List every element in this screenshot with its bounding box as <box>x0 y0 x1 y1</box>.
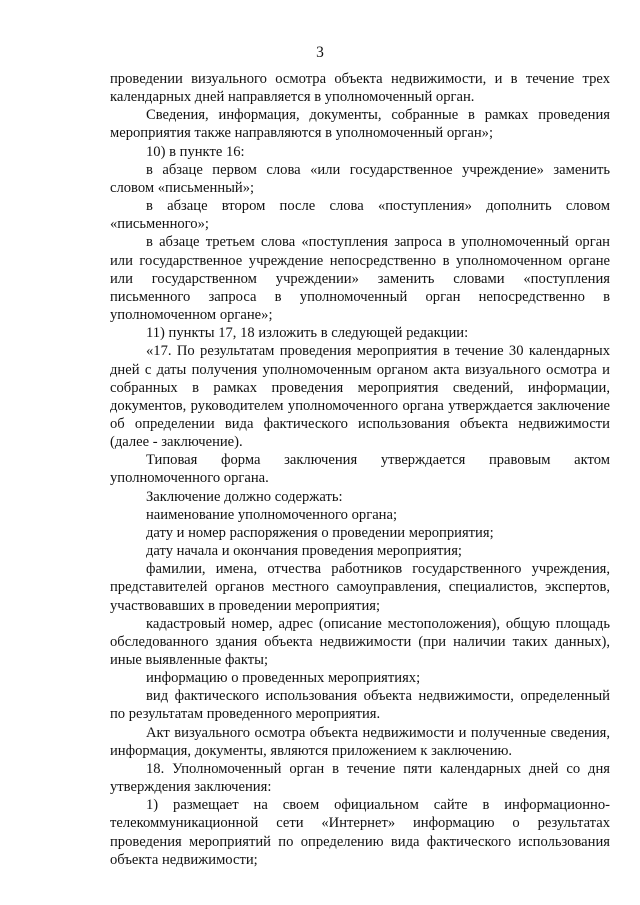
paragraph: наименование уполномоченного органа; <box>146 506 398 523</box>
document-body <box>110 70 610 869</box>
paragraph: в абзаце первом слова «или государственное учреждение» заменить словом «письменный»; <box>110 161 610 196</box>
paragraph: информацию о проведенных мероприятиях; <box>146 670 421 687</box>
paragraph: 18. Уполномоченный орган в течение пяти календарных дней со дня утверждения заключения: <box>110 760 610 796</box>
paragraph: дату и номер распоряжения о проведении мероприятия; <box>146 524 494 541</box>
paragraph: «17. По результатам проведения мероприятия в течение 30 календарных дней с даты получения уполномоченным органом акта визуального осмотра и собранных в рамках проведения мероприятия сведений, информации, документов, руководителем уполномоченного органа утверждается заключение об определении вида фактического использования объекта недвижимости (далее - заключение). <box>110 343 610 451</box>
paragraph: 1) размещает на своем официальном сайте в информационно-телекоммуникационной сети «Интернет» информацию о результатах проведения мероприятий по определению вида фактического использования объекта недвижимости; <box>110 797 610 868</box>
paragraph: в абзаце втором после слова «поступления» дополнить словом «письменного»; <box>110 198 610 233</box>
page-number: 3 <box>316 44 324 61</box>
paragraph: 10) в пункте 16: <box>146 143 245 160</box>
paragraph: Акт визуального осмотра объекта недвижимости и полученные сведения, информация, документы, являются приложением к заключению. <box>110 724 610 759</box>
paragraph: Сведения, информация, документы, собранные в рамках проведения мероприятия также направляются в уполномоченный орган»; <box>110 107 610 142</box>
paragraph: дату начала и окончания проведения мероприятия; <box>146 543 462 560</box>
paragraph: фамилии, имена, отчества работников государственного учреждения, представителей органов местного самоуправления, специалистов, экспертов, участвовавших в проведении мероприятия; <box>110 561 610 614</box>
paragraph: в абзаце третьем слова «поступления запроса в уполномоченный орган или государственное учреждение непосредственно в уполномоченном органе или государственном учреждении» заменить словами «поступления письменного запроса в уполномоченный орган непосредственно в уполномоченном органе»; <box>110 234 610 324</box>
paragraph: Заключение должно содержать: <box>146 488 343 505</box>
paragraph: 11) пункты 17, 18 изложить в следующей редакции: <box>146 325 469 342</box>
paragraph: проведении визуального осмотра объекта недвижимости, и в течение трех календарных дней направляется в уполномоченный орган. <box>110 71 610 106</box>
paragraph: кадастровый номер, адрес (описание местоположения), общую площадь обследованного здания объекта недвижимости (при наличии таких данных), иные выявленные факты; <box>110 615 610 668</box>
paragraph: вид фактического использования объекта недвижимости, определенный по результатам проведенного мероприятия. <box>110 688 610 723</box>
paragraph: Типовая форма заключения утверждается правовым актом уполномоченного органа. <box>110 452 610 487</box>
